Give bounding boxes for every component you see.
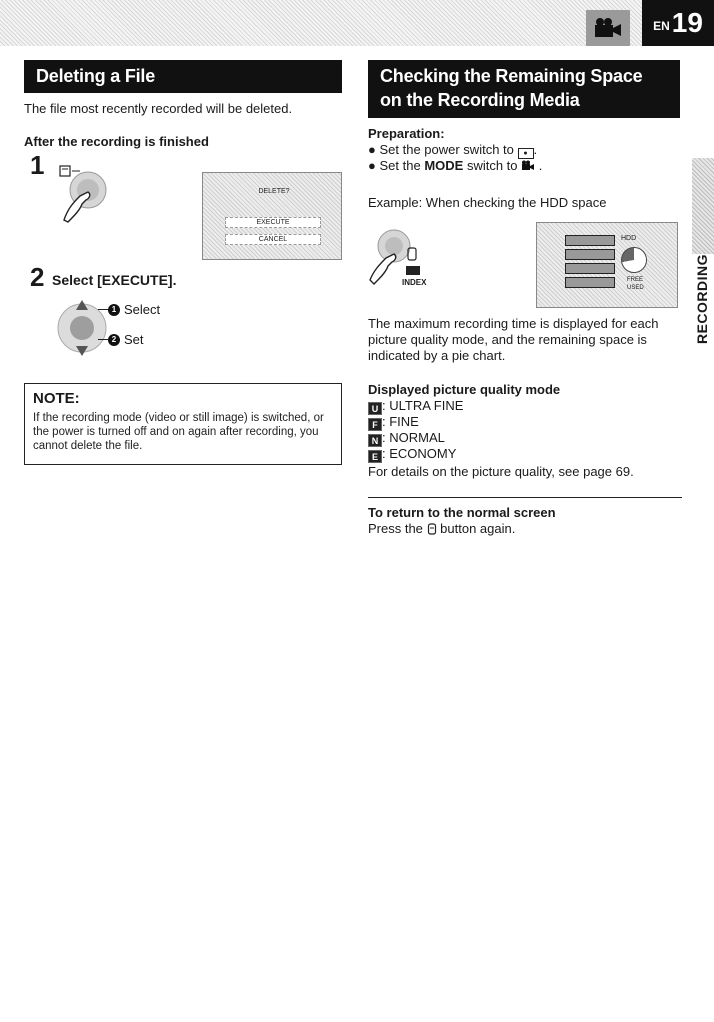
note-text: If the recording mode (video or still image) is switched, or the power is turned off and on again after recording, you cannot delete the file. bbox=[33, 412, 324, 452]
delete-prompt: DELETE? bbox=[258, 188, 290, 195]
prep-item-2-post: switch to bbox=[466, 158, 518, 173]
marker-1: 1 bbox=[108, 304, 120, 316]
divider bbox=[368, 497, 682, 498]
step-2-text: Select [EXECUTE]. bbox=[52, 272, 177, 288]
section-title-deleting: Deleting a File bbox=[24, 60, 342, 93]
prep-item-2-mode: MODE bbox=[424, 158, 464, 173]
used-label: USED bbox=[627, 285, 644, 291]
dial-set-label: Set bbox=[124, 332, 144, 347]
language-label: EN bbox=[653, 19, 670, 33]
hand-press-icon bbox=[58, 162, 114, 224]
quality-mode-economy: E : ECONOMY bbox=[368, 446, 456, 463]
details-text: For details on the picture quality, see page 69. bbox=[368, 464, 634, 479]
side-tab-label: RECORDING bbox=[694, 253, 710, 345]
bullet-icon: ● bbox=[368, 158, 376, 173]
camera-mode-icon: ● bbox=[518, 148, 534, 159]
return-text: Press the button again. bbox=[368, 521, 516, 536]
delete-button-illustration bbox=[58, 162, 114, 224]
index-label: INDEX bbox=[402, 278, 427, 287]
set-lever-illustration bbox=[56, 292, 114, 360]
marker-2: 2 bbox=[108, 334, 120, 346]
step-1-number: 1 bbox=[30, 150, 45, 180]
execute-option: EXECUTE bbox=[225, 217, 321, 228]
quality-mode-fine: F : FINE bbox=[368, 414, 419, 431]
prep-item-1-text: Set the power switch to bbox=[379, 142, 514, 157]
ultra-fine-icon: U bbox=[368, 402, 382, 415]
index-button-icon bbox=[427, 521, 441, 536]
leader-line-1 bbox=[98, 309, 108, 310]
page-number: 19 bbox=[671, 7, 703, 38]
pie-chart-icon bbox=[621, 247, 647, 273]
video-camera-icon bbox=[586, 10, 630, 46]
hdd-label: HDD bbox=[621, 235, 637, 242]
step-2-number: 2 bbox=[30, 262, 45, 292]
normal-icon: N bbox=[368, 434, 382, 447]
section-title-remaining-space: Checking the Remaining Space on the Recording Media bbox=[368, 60, 680, 118]
quality-time-list bbox=[565, 235, 615, 295]
note-box bbox=[24, 383, 342, 465]
prep-item-2: ● Set the MODE switch to . bbox=[368, 158, 543, 173]
video-mode-icon bbox=[521, 158, 539, 173]
quality-mode-ultra-fine: U : ULTRA FINE bbox=[368, 398, 463, 415]
bullet-icon: ● bbox=[368, 142, 376, 157]
quality-mode-normal: N : NORMAL bbox=[368, 430, 445, 447]
set-lever-icon bbox=[56, 292, 114, 360]
delete-intro: The file most recently recorded will be deleted. bbox=[24, 101, 293, 116]
prep-item-2-pre: Set the bbox=[379, 158, 421, 173]
economy-icon: E bbox=[368, 450, 382, 463]
side-tab-band bbox=[692, 158, 714, 254]
leader-line-2 bbox=[98, 339, 108, 340]
prep-item-1: ● Set the power switch to ● . bbox=[368, 142, 538, 157]
free-label: FREE bbox=[627, 277, 644, 283]
dial-select-label: Select bbox=[124, 302, 161, 317]
after-recording-heading: After the recording is finished bbox=[24, 134, 209, 149]
description-text: The maximum recording time is displayed for each picture quality mode, and the remaining space is indicated by a pie chart. bbox=[368, 316, 659, 363]
delete-screen bbox=[202, 172, 342, 260]
hdd-screen bbox=[536, 222, 678, 308]
quality-heading: Displayed picture quality mode bbox=[368, 382, 561, 397]
fine-icon: F bbox=[368, 418, 382, 431]
page-number-tab bbox=[642, 0, 714, 46]
return-heading: To return to the normal screen bbox=[368, 505, 556, 520]
example-text: Example: When checking the HDD space bbox=[368, 195, 607, 210]
preparation-heading: Preparation: bbox=[368, 126, 445, 141]
cancel-option: CANCEL bbox=[225, 234, 321, 245]
note-title: NOTE: bbox=[33, 390, 80, 407]
